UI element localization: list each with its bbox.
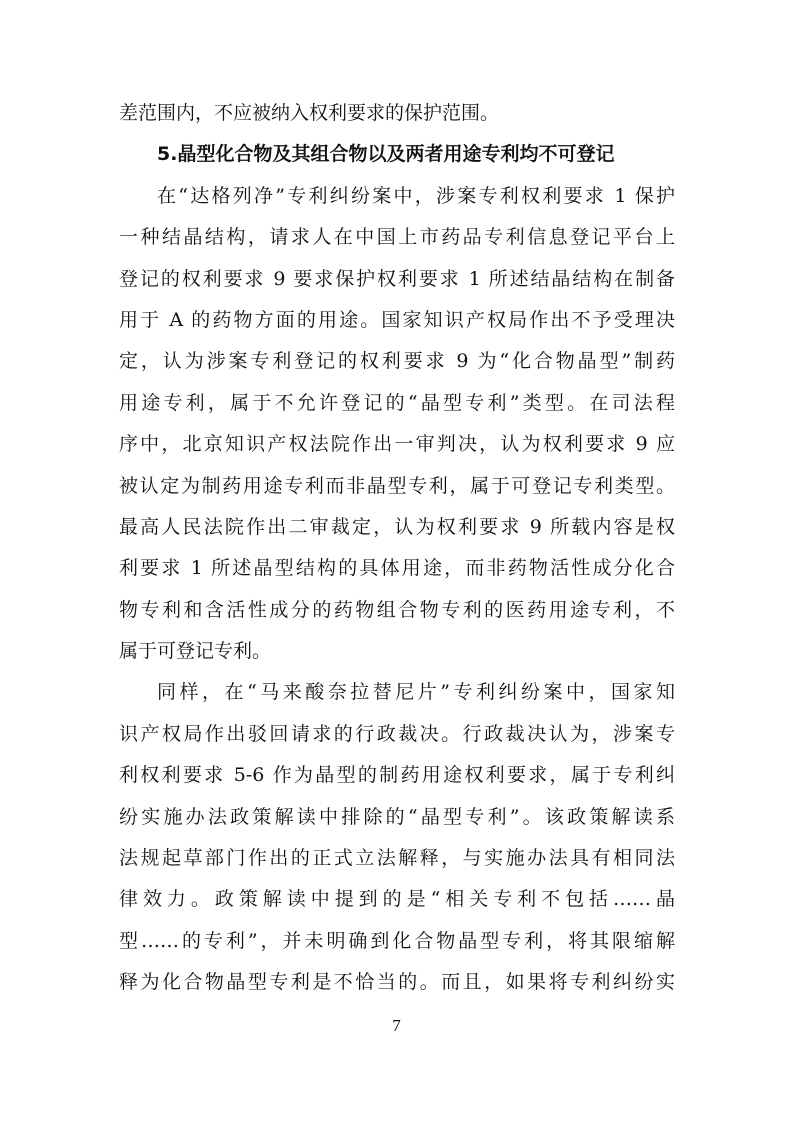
text-line: 同样，在“马来酸奈拉替尼片”专利纠纷案中，国家知 (157, 681, 675, 704)
text-line: 登记的权利要求 9 要求保护权利要求 1 所述结晶结构在制备 (119, 267, 675, 290)
text-line: 识产权局作出驳回请求的行政裁决。行政裁决认为，涉案专 (119, 722, 675, 745)
text-line: 纷实施办法政策解读中排除的“晶型专利”。该政策解读系 (119, 805, 675, 828)
text-line: 一种结晶结构，请求人在中国上市药品专利信息登记平台上 (119, 226, 675, 249)
body-text (119, 93, 675, 1004)
text-line: 属于可登记专利。 (119, 640, 272, 663)
text-line: 利要求 1 所述晶型结构的具体用途，而非药物活性成分化合 (119, 557, 675, 580)
section-heading: 5.晶型化合物及其组合物以及两者用途专利均不可登记 (157, 143, 615, 166)
text-line: 最高人民法院作出二审裁定，认为权利要求 9 所载内容是权 (119, 515, 675, 538)
text-line: 利权利要求 5-6 作为晶型的制药用途权利要求，属于专利纠 (119, 764, 675, 787)
text-line: 差范围内，不应被纳入权利要求的保护范围。 (119, 102, 500, 124)
page-number: 7 (392, 1016, 401, 1035)
text-line: 用途专利，属于不允许登记的“晶型专利”类型。在司法程 (119, 391, 675, 414)
text-line: 物专利和含活性成分的药物组合物专利的医药用途专利，不 (119, 598, 675, 621)
text-line: 在“达格列净”专利纠纷案中，涉案专利权利要求 1 保护 (157, 184, 675, 207)
text-line: 型……的专利”，并未明确到化合物晶型专利，将其限缩解 (119, 929, 675, 952)
text-line: 序中，北京知识产权法院作出一审判决，认为权利要求 9 应 (119, 433, 675, 456)
text-line: 律效力。政策解读中提到的是“相关专利不包括……晶 (119, 888, 675, 911)
text-line: 用于 A 的药物方面的用途。国家知识产权局作出不予受理决 (119, 308, 675, 331)
text-line: 释为化合物晶型专利是不恰当的。而且，如果将专利纠纷实 (119, 971, 675, 994)
text-line: 被认定为制药用途专利而非晶型专利，属于可登记专利类型。 (119, 474, 675, 497)
text-line: 定，认为涉案专利登记的权利要求 9 为“化合物晶型”制药 (119, 350, 675, 373)
text-line: 法规起草部门作出的正式立法解释，与实施办法具有相同法 (119, 847, 675, 870)
